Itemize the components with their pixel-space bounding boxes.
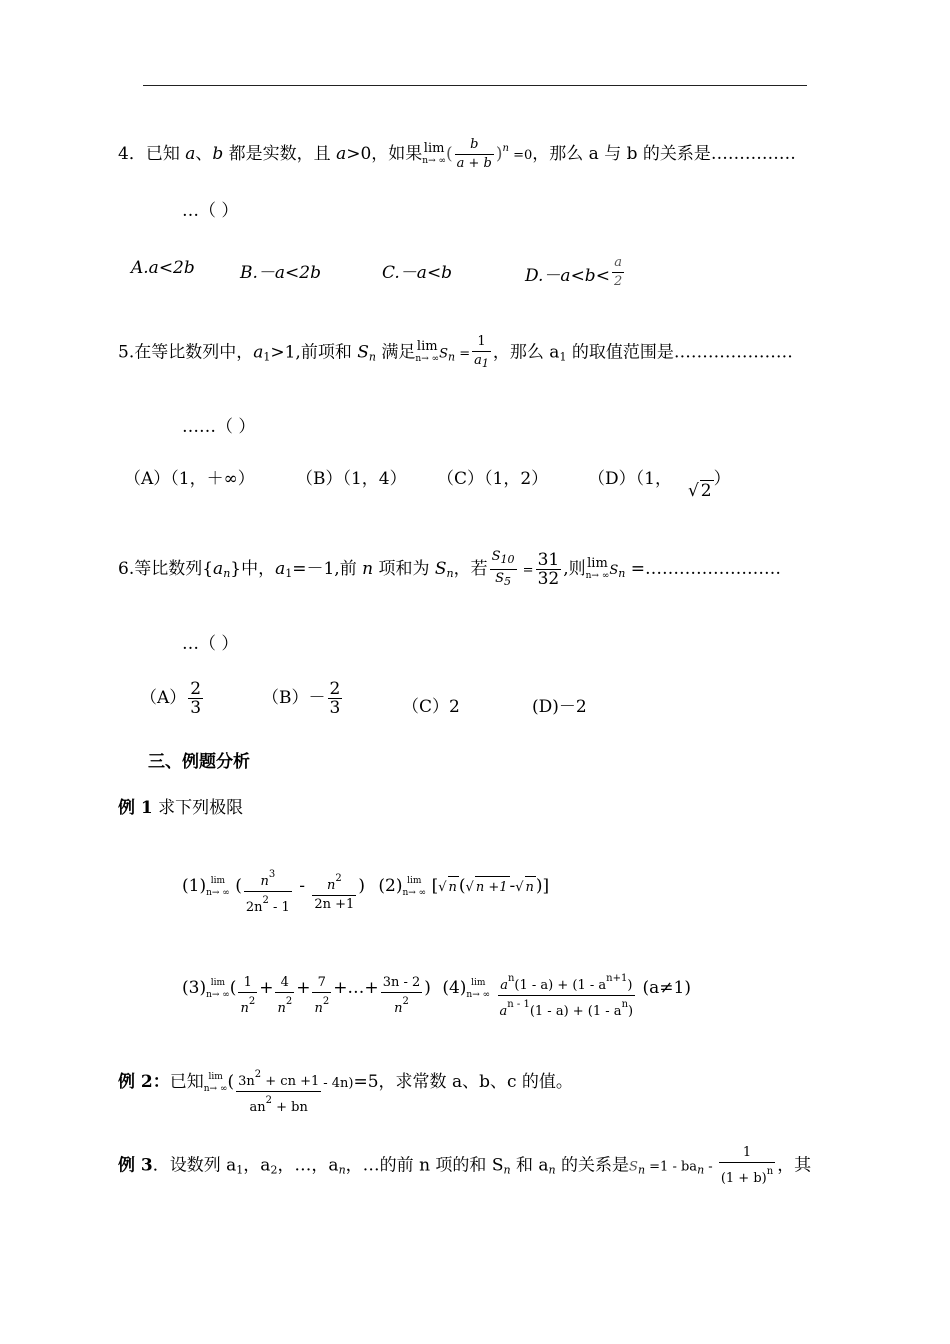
q6-option-b: （B）－ $\frac{2}{3}$ <box>262 679 341 718</box>
fraction: $\frac{31}{32}$ <box>537 550 560 589</box>
q5-option-d: （D）（1，√ 2） <box>588 469 731 501</box>
q6-option-a: （A） $\frac{2}{3}$ <box>140 679 202 718</box>
example-1-part-3: (3) lim n→ ∞ ( $\frac{1}{n^2}$ + $\frac{4}{n^2}$ + $\frac{7}{n^2}$ +…+ $\frac{3n - 2}{n^2}$ ) (4) lim n→ ∞ $\frac{a^n(1 - a) + (1 - a^{n+1})}{a^{n - 1}(1 - a) + (1 - a^n)}$ (a≠1) <box>182 956 691 1021</box>
example-3: 例 3．设数列 $a_1$，$a_2$，…，$a_n$，…的前 n 项的和 $S_n$ 和 $a_n$ 的关系是$S_n =1 - ba_n$ - $\frac{1}{(1 + b)^n}$ ，其 <box>118 1145 812 1186</box>
q5-option-a: （A）（1，＋∞） <box>124 469 255 489</box>
question-4: 4．已知 a、b 都是实数，且 a>0，如果 lim n→ ∞ ( $\frac{b}{a + b}$ )$^n$ =0，那么 a 与 b 的关系是…………… <box>118 137 796 171</box>
q4-option-a: A.a<2b <box>131 258 195 278</box>
limit-symbol: lim n→ ∞ <box>585 555 610 581</box>
example-1: 例 1 求下列极限 <box>118 798 244 818</box>
question-6-blank: …（ ） <box>182 634 239 654</box>
fraction: $\frac{S_{10}}{S_5}$ <box>491 549 515 588</box>
q6-option-c: （C）2 <box>402 697 460 717</box>
q4-option-c: C.－a<b <box>382 263 453 283</box>
limit-symbol: lim n→ ∞ <box>422 140 446 166</box>
q6-option-d: (D)－2 <box>532 697 587 717</box>
q5-option-c: （C）（1，2） <box>437 469 549 489</box>
fraction: $\frac{1}{a_1}$ <box>474 334 489 370</box>
question-6: 6.等比数列$\{a_n\}$中，$a_1=-1$,前 n 项和为 $S_n$，若 $\frac{S_{10}}{S_5}$ = $\frac{31}{32}$ ,则 lim n→ ∞ $S_n$ =…………………… <box>118 549 781 589</box>
example-2: 例 2：已知 lim n→ ∞ ( $\frac{3n^2 + cn +1}{an^2 + bn}$ - 4n)=5，求常数 a、b、c 的值。 <box>118 1048 573 1117</box>
question-4-blank: …（ ） <box>182 201 239 221</box>
q4-option-d: D.－a<b< $\frac{a}{2}$ <box>525 255 623 289</box>
question-5-blank: ……（ ） <box>182 417 256 437</box>
section-heading: 三、例题分析 <box>148 752 250 772</box>
question-5: 5.在等比数列中，$a_1>1$,前项和 $S_n$ 满足 lim n→ ∞ $S_n$ = $\frac{1}{a_1}$ ，那么 $a_1$ 的取值范围是………………… <box>118 333 793 373</box>
limit-symbol: lim n→ ∞ <box>415 339 440 364</box>
header-rule <box>143 85 807 86</box>
q5-option-b: （B）（1，4） <box>296 469 407 489</box>
example-1-part-1: (1) lim n→ ∞ ( $\frac{n^3}{2n^2 - 1}$ - $\frac{n^2}{2n +1}$ ) (2) lim n→ ∞ [√ n (√ n +1 -√ n )] <box>182 856 549 917</box>
fraction: $\frac{b}{a + b}$ <box>456 137 492 171</box>
q4-option-b: B.－a<2b <box>240 263 321 283</box>
